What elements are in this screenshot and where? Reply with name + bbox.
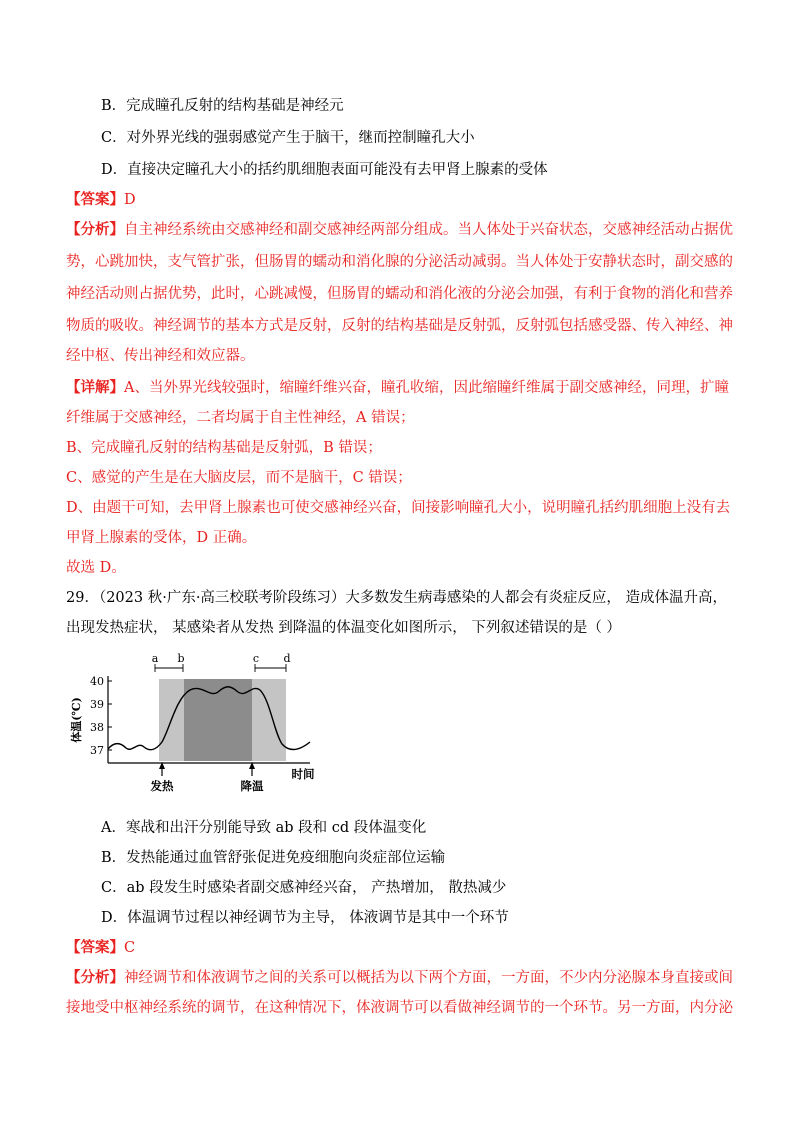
label-b: b (177, 652, 185, 665)
label-a: a (151, 652, 159, 665)
q29-option-c: C．ab 段发生时感染者副交感神经兴奋， 产热增加， 散热减少 (101, 880, 507, 896)
y-axis-label: 体温(℃) (70, 697, 83, 743)
option-c: C．对外界光线的强弱感觉产生于脑干，继而控制瞳孔大小 (101, 130, 475, 146)
analysis-line-3: 神经活动则占据优势，此时，心跳减慢，但肠胃的蠕动和消化液的分泌会加强，有利于食物的消化和营养 (66, 286, 733, 302)
detail-line-5: D、由题干可知，去甲肾上腺素也可使交感神经兴奋，间接影响瞳孔大小，说明瞳孔括约肌细胞上没有去 (66, 500, 731, 516)
label-c: c (252, 652, 260, 665)
answer-tag: 【答案】 (66, 191, 124, 208)
option-d: D．直接决定瞳孔大小的括约肌细胞表面可能没有去甲肾上腺素的受体 (101, 162, 548, 178)
temperature-diagram (68, 648, 328, 798)
detail-line-2: 纤维属于交感神经，二者均属于自主性神经，A 错误； (66, 410, 415, 426)
temperature-figure (68, 648, 328, 798)
analysis-line-1: 【分析】自主神经系统由交感神经和副交感神经两部分组成。当人体处于兴奋状态，交感神经活动占据优 (66, 221, 733, 238)
analysis-line-4: 物质的吸收。神经调节的基本方式是反射，反射的结构基础是反射弧，反射弧包括感受器、传入神经、神 (66, 318, 733, 334)
q29-analysis-line-2: 接地受中枢神经系统的调节，在这种情况下，体液调节可以看做神经调节的一个环节。另一方面，内分泌 (66, 1000, 733, 1016)
tick-40: 40 (90, 675, 104, 688)
answer-row (66, 190, 136, 210)
detail-line-4: C、感觉的产生是在大脑皮层，而不是脑干，C 错误； (66, 470, 412, 486)
q29-answer-tag: 【答案】 (66, 939, 124, 956)
question-29-stem-1: 29．（2023 秋·广东·高三校联考阶段练习）大多数发生病毒感染的人都会有炎症反应， 造成体温升高， (66, 590, 728, 606)
detail-line-1: 【详解】A、当外界光线较强时，缩瞳纤维兴奋，瞳孔收缩，因此缩瞳纤维属于副交感神经，同理，扩瞳 (66, 379, 729, 396)
x-axis-label: 时间 (291, 767, 315, 781)
analysis-line-5: 经中枢、传出神经和效应器。 (66, 348, 255, 364)
question-29-stem-2: 出现发热症状， 某感染者从发热 到降温的体温变化如图所示， 下列叙述错误的是（ ） (66, 620, 621, 636)
q29-option-b: B．发热能通过血管舒张促进免疫细胞向炎症部位运输 (101, 850, 446, 866)
tick-37: 37 (90, 744, 104, 757)
analysis-tag: 【分析】 (66, 221, 124, 238)
analysis-line-2: 势，心跳加快，支气管扩张，但肠胃的蠕动和消化腺的分泌活动减弱。当人体处于安静状态时，副交感的 (66, 254, 733, 270)
arrow-cool-label: 降温 (240, 779, 264, 793)
q29-answer-value: C (124, 940, 136, 956)
q29-answer-row (66, 938, 135, 958)
tick-38: 38 (90, 721, 104, 734)
detail-line-6: 甲肾上腺素的受体，D 正确。 (66, 530, 257, 546)
answer-value: D (124, 192, 136, 208)
q29-option-a: A．寒战和出汗分别能导致 ab 段和 cd 段体温变化 (101, 820, 427, 836)
q29-analysis-line-1: 【分析】神经调节和体液调节之间的关系可以概括为以下两个方面，一方面，不少内分泌腺本身直接或间 (66, 969, 733, 986)
tick-39: 39 (90, 698, 104, 711)
light-band-cd (252, 679, 286, 761)
label-d: d (283, 652, 291, 665)
arrow-fever-label: 发热 (150, 779, 174, 793)
detail-line-3: B、完成瞳孔反射的结构基础是反射弧，B 错误； (66, 440, 382, 456)
q29-option-d: D．体温调节过程以神经调节为主导， 体液调节是其中一个环节 (101, 910, 509, 926)
option-b: B．完成瞳孔反射的结构基础是神经元 (101, 98, 344, 114)
detail-line-7: 故选 D。 (66, 560, 126, 576)
detail-tag: 【详解】 (66, 379, 124, 396)
q29-analysis-tag: 【分析】 (66, 969, 124, 986)
